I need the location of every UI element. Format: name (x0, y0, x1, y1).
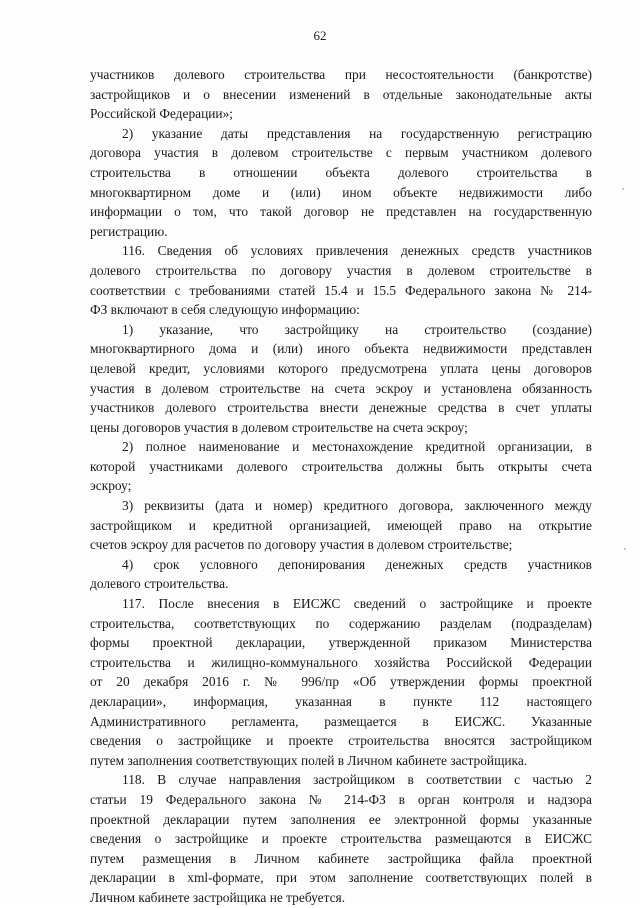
text-line: от 20 декабря 2016 г. № 996/пр «Об утверждении формы проектной (90, 674, 592, 690)
text-line: целевой кредит, условиями которого предусмотрена уплата цены договоров (90, 360, 592, 376)
text-line: сведения о застройщике и проекте строительства вносятся застройщиком (90, 733, 592, 749)
text-line: декларации в xml-формате, при этом заполнение соответствующих полей в (90, 870, 592, 886)
text-line: информации о том, что такой договор не представлен на государственную (90, 204, 592, 220)
text-line: долевого строительства по договору участия в долевом строительстве в (90, 262, 592, 278)
text-line: строительства в отношении объекта долевого строительства в (90, 164, 592, 180)
text-line: регистрацию. (90, 223, 168, 239)
text-line: участников долевого строительства при несостоятельности (банкротстве) (90, 67, 592, 82)
text-line: формы проектной декларации, утвержденной приказом Министерства (90, 635, 592, 651)
text-line: сведения о застройщике и проекте строительства размещаются в ЕИСЖС (90, 831, 592, 847)
text-line: Личном кабинете застройщика не требуется. (90, 889, 346, 905)
text-line: застройщиков и о внесении изменений в отдельные законодательные акты (90, 86, 592, 102)
text-line: счетов эскроу для расчетов по договору участия в долевом строительстве; (90, 537, 513, 553)
text-line: которой участниками долевого строительства должны быть открыты счета (90, 458, 592, 474)
text-line: статьи 19 Федерального закона № 214-ФЗ в орган контроля и надзора (90, 791, 592, 807)
text-line: многоквартирном доме и (или) ином объекте недвижимости либо (90, 184, 592, 200)
text-line: 3) реквизиты (дата и номер) кредитного договора, заключенного между (122, 498, 592, 514)
text-line: 2) указание даты представления на государственную регистрацию (122, 125, 592, 141)
text-line: 117. После внесения в ЕИСЖС сведений о застройщике и проекте (122, 596, 592, 612)
text-line: путем размещения в Личном кабинете застройщика файла проектной (90, 850, 592, 866)
page-number: 62 (313, 28, 327, 43)
text-line: долевого строительства. (90, 576, 229, 592)
text-line: Российской Федерации»; (90, 106, 233, 122)
text-line: участников долевого строительства внести денежные средства в счет уплаты (90, 400, 592, 416)
text-line: застройщиком и кредитной организацией, имеющей право на открытие (90, 517, 592, 533)
text-line: 1) указание, что застройщику на строительство (создание) (122, 321, 592, 337)
text-line: 4) срок условного депонирования денежных средств участников (122, 556, 592, 572)
scan-speck (622, 188, 624, 190)
text-line: соответствии с требованиями статей 15.4 и 15.5 Федерального закона № 214- (90, 282, 592, 298)
text-line: декларации», информация, указанная в пункте 112 настоящего (90, 694, 592, 709)
text-line: многоквартирного дома и (или) иного объекта недвижимости представлен (90, 341, 592, 357)
text-line: строительства и жилищно-коммунального хозяйства Российской Федерации (90, 654, 592, 670)
text-line: путем заполнения соответствующих полей в Личном кабинете застройщика. (90, 752, 528, 768)
document-body (90, 65, 592, 908)
text-line: строительства, соответствующих по содержанию разделам (подразделам) (90, 615, 592, 631)
text-line: эскроу; (90, 478, 132, 494)
text-line: проектной декларации путем заполнения ее электронной формы указанные (90, 811, 592, 827)
text-line: ФЗ включают в себя следующую информацию: (90, 302, 360, 318)
text-line: участия в долевом строительстве на счета эскроу и установлена обязанность (90, 380, 592, 396)
text-line: цены договоров участия в долевом строительстве на счета эскроу; (90, 419, 468, 435)
text-line: договора участия в долевом строительстве с первым участником долевого (90, 145, 592, 161)
scan-speck (624, 548, 626, 550)
text-line: 116. Сведения об условиях привлечения денежных средств участников (122, 243, 592, 259)
text-line: 2) полное наименование и местонахождение кредитной организации, в (122, 439, 592, 455)
text-line: Административного регламента, размещается в ЕИСЖС. Указанные (90, 713, 592, 729)
text-line: 118. В случае направления застройщиком в соответствии с частью 2 (122, 772, 592, 788)
